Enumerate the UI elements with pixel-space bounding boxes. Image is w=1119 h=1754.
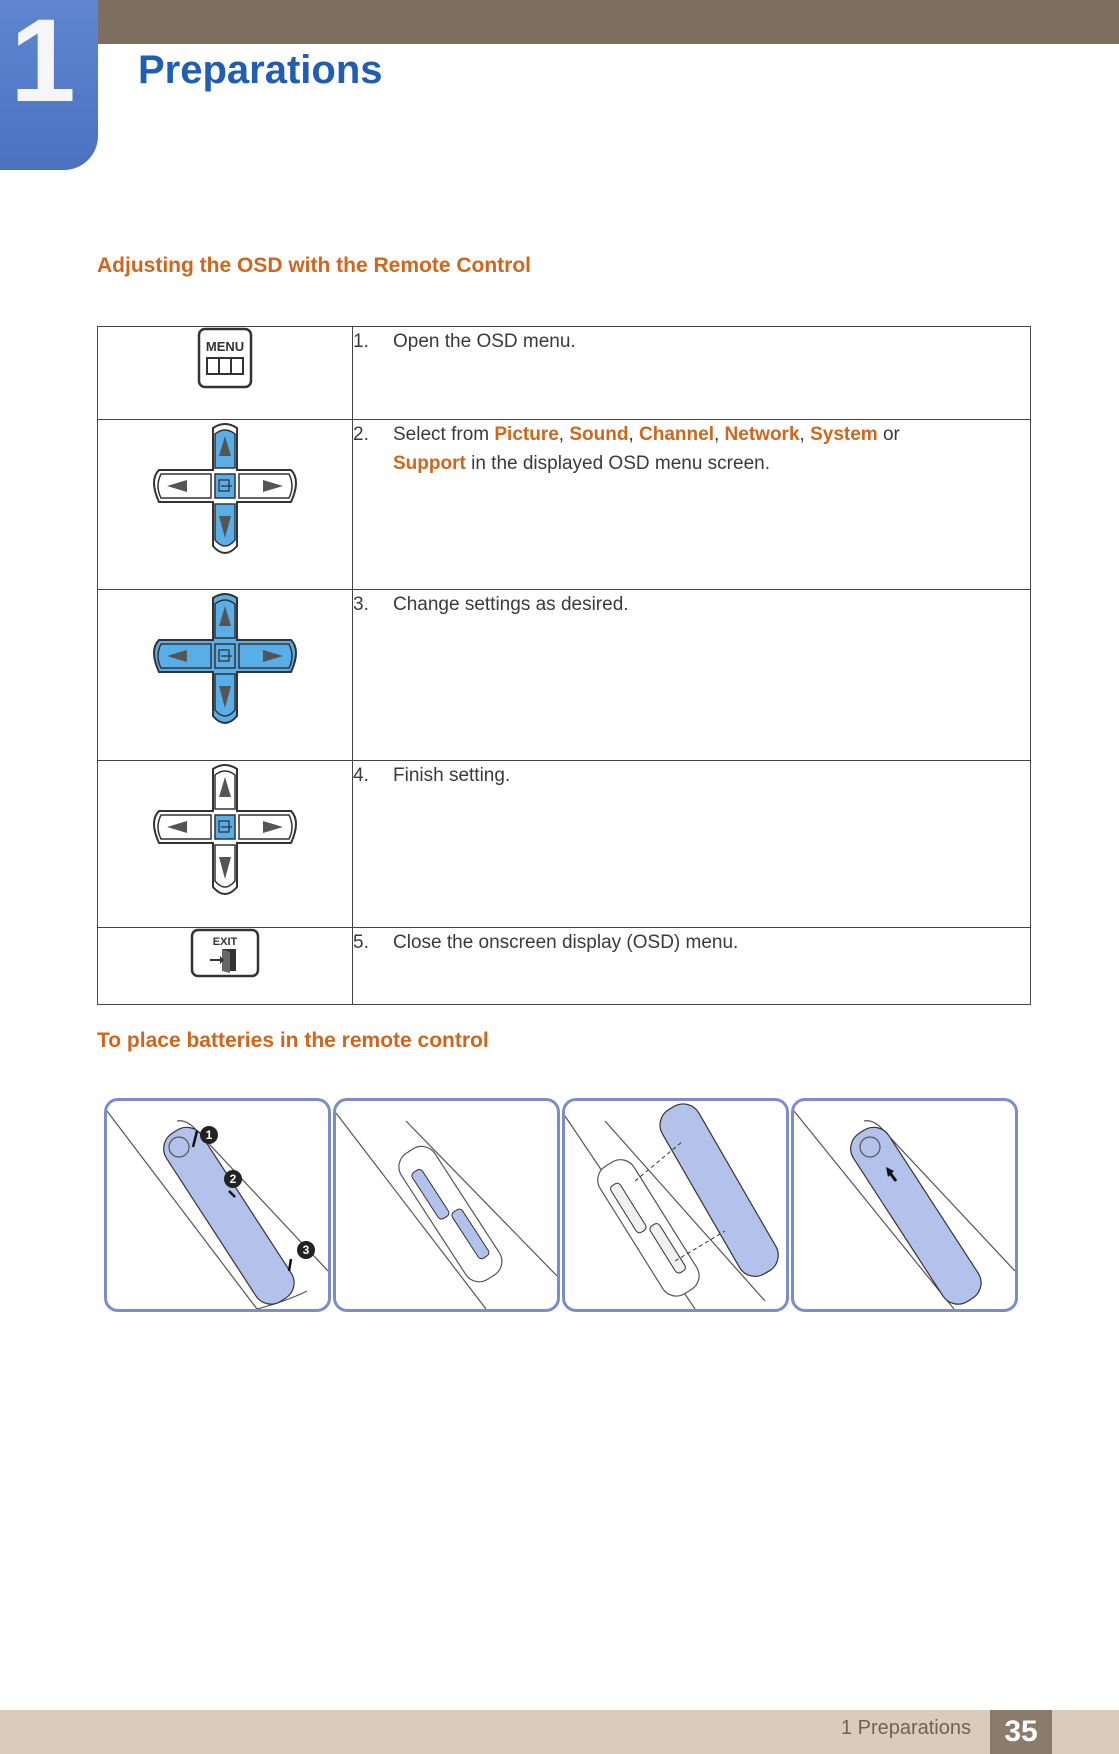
remote-illustration <box>794 1101 1015 1309</box>
svg-text:2: 2 <box>229 1172 237 1186</box>
table-row <box>98 928 1031 1005</box>
page-number: 35 <box>990 1710 1052 1754</box>
remote-illustration <box>336 1101 557 1309</box>
remote-illustration <box>107 1101 328 1309</box>
option-channel: Channel <box>639 424 714 445</box>
step-number: 3. <box>353 594 369 615</box>
battery-section-heading: To place batteries in the remote control <box>97 1029 489 1052</box>
exit-button-label: EXIT <box>212 936 238 948</box>
step-text: Change settings as desired. <box>393 594 629 615</box>
remote-illustration <box>565 1101 786 1309</box>
dpad-all-icon <box>145 590 305 730</box>
option-network: Network <box>724 424 800 445</box>
osd-steps-table <box>97 326 1031 1005</box>
option-system: System <box>810 424 878 445</box>
dpad-cell <box>98 590 353 761</box>
chapter-title: Preparations <box>138 48 383 92</box>
step-text-cell <box>353 327 1031 420</box>
menu-button-label: MENU <box>205 339 245 354</box>
battery-step-close-cover <box>562 1098 789 1312</box>
table-row <box>98 761 1031 928</box>
battery-step-open-cover <box>104 1098 331 1312</box>
svg-text:1: 1 <box>205 1128 213 1142</box>
step-text-cell <box>353 420 1031 590</box>
footer-chapter-label: 1 Preparations <box>840 1717 971 1739</box>
step-4 <box>353 761 1030 790</box>
step-text-cell <box>353 928 1031 1005</box>
dpad-cell <box>98 420 353 590</box>
step-text-cell <box>353 590 1031 761</box>
step-number: 4. <box>353 765 369 786</box>
step-text-cell <box>353 761 1031 928</box>
dpad-updown-enter-icon <box>145 420 305 560</box>
option-picture: Picture <box>494 424 559 445</box>
step-text: Open the OSD menu. <box>393 331 576 352</box>
step-number: 1. <box>353 331 369 352</box>
header-bar <box>96 0 1119 44</box>
step-text: Close the onscreen display (OSD) menu. <box>393 932 739 953</box>
battery-step-insert <box>333 1098 560 1312</box>
osd-section-heading: Adjusting the OSD with the Remote Control <box>97 254 531 277</box>
step-number: 5. <box>353 932 369 953</box>
step-2 <box>353 420 1030 478</box>
exit-icon-cell <box>98 928 353 1005</box>
step-text: Finish setting. <box>393 765 511 786</box>
step-1 <box>353 327 1030 356</box>
step-3 <box>353 590 1030 619</box>
option-support: Support <box>393 453 466 474</box>
option-sound: Sound <box>569 424 629 445</box>
table-row <box>98 420 1031 590</box>
step-text: Select from Picture, Sound, Channel, Network, System or Support in the displayed OSD menu screen. <box>393 424 900 474</box>
svg-text:3: 3 <box>302 1243 310 1257</box>
battery-step-slide-cover <box>791 1098 1018 1312</box>
step-5 <box>353 928 1030 957</box>
exit-icon <box>190 928 260 978</box>
table-row <box>98 327 1031 420</box>
dpad-enter-icon <box>145 761 305 901</box>
table-row <box>98 590 1031 761</box>
menu-icon-cell <box>98 327 353 420</box>
chapter-tab <box>0 0 98 170</box>
step-number: 2. <box>353 424 369 445</box>
menu-icon <box>197 327 253 389</box>
chapter-number: 1 <box>10 0 76 127</box>
dpad-cell <box>98 761 353 928</box>
